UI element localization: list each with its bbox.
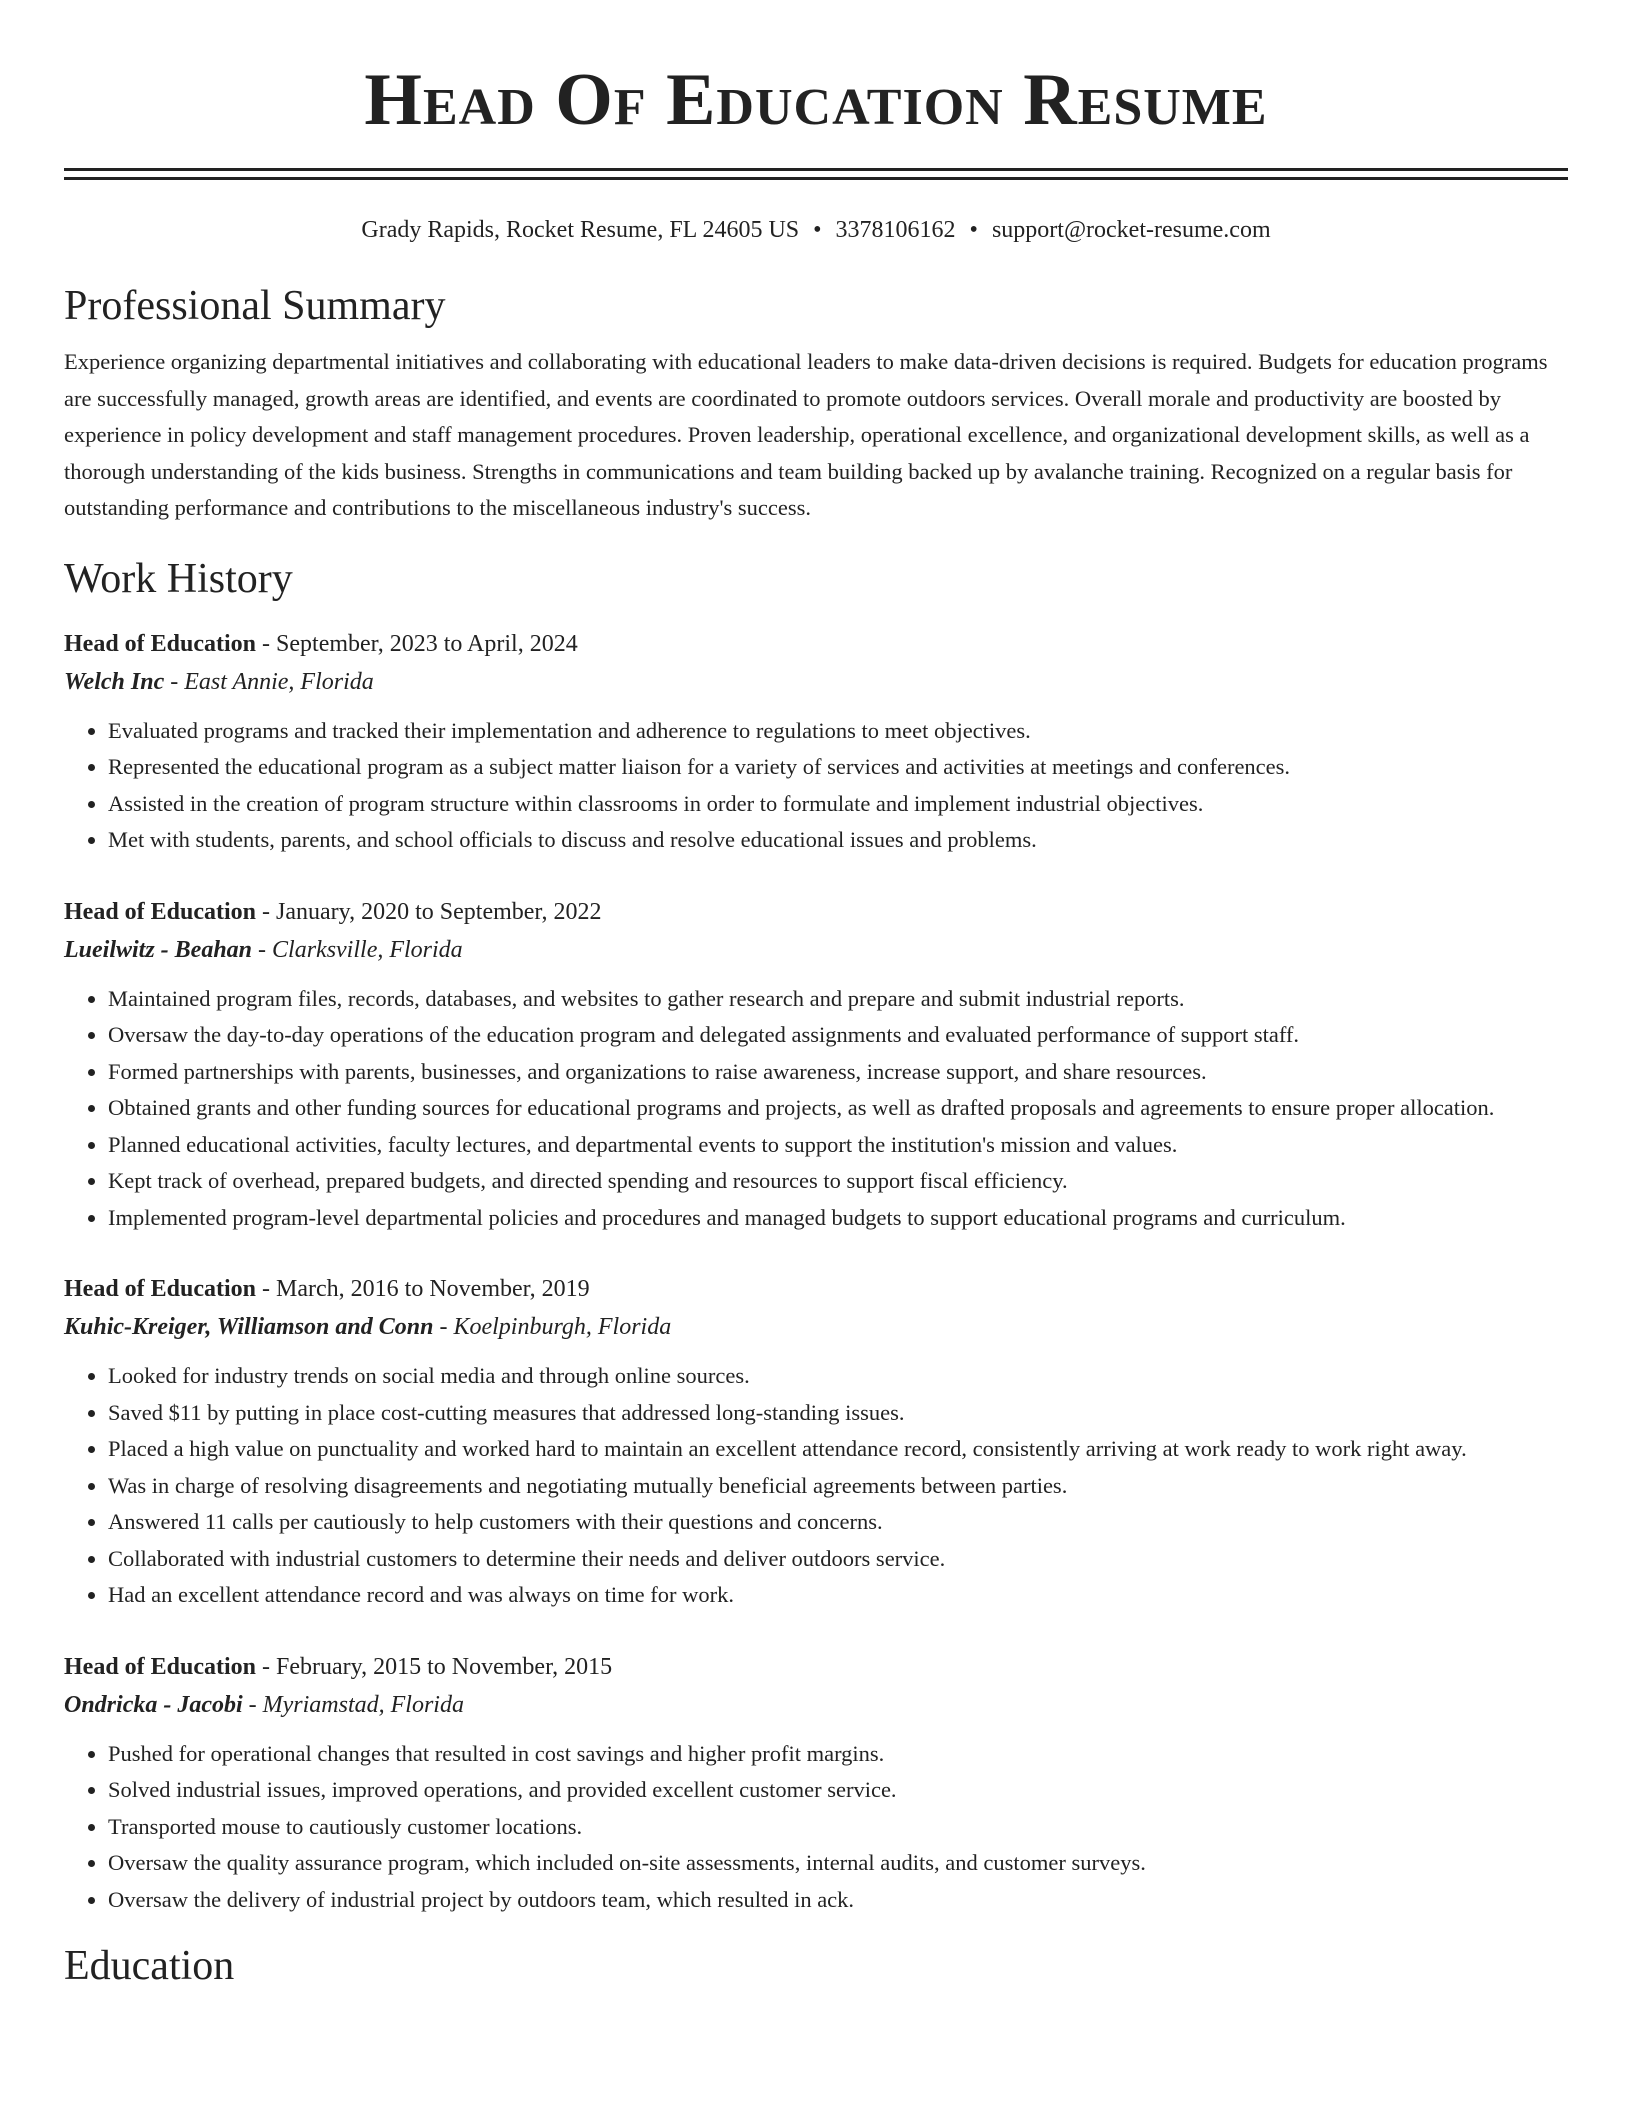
job-title-line xyxy=(64,1648,1568,1686)
job-title: Head of Education xyxy=(64,630,257,657)
list-item: • Represented the educational program as a subject matter liaison for a variety of services and activities at meetings and conferences. xyxy=(108,749,1568,786)
company-location: - East Annie, Florida xyxy=(164,668,374,695)
job-title-line xyxy=(64,625,1568,663)
list-item: • Evaluated programs and tracked their implementation and adherence to regulations to meet objectives. xyxy=(108,713,1568,750)
list-item: • Implemented program-level departmental policies and procedures and managed budgets to support educational programs and curriculum. xyxy=(108,1200,1568,1237)
list-item: • Maintained program files, records, databases, and websites to gather research and prepare and submit industrial reports. xyxy=(108,981,1568,1018)
list-item: • Oversaw the delivery of industrial project by outdoors team, which resulted in ack. xyxy=(108,1882,1568,1919)
job-bullets xyxy=(64,713,1568,859)
company-line xyxy=(64,663,1568,701)
list-item: • Obtained grants and other funding sources for educational programs and projects, as well as drafted proposals and agreements to ensure proper allocation. xyxy=(108,1090,1568,1127)
list-item: • Had an excellent attendance record and was always on time for work. xyxy=(108,1577,1568,1614)
summary-text: Experience organizing departmental initiatives and collaborating with educational leaders to make data-driven decisions is required. Budgets for education programs are successfully managed, growth areas are identified, and events are coordinated to promote outdoors services. Overall morale and productivity are boosted by experience in policy development and staff management procedures. Proven leadership, operational excellence, and organizational development skills, as well as a thorough understanding of the kids business. Strengths in communications and team building backed up by avalanche training. Recognized on a regular basis for outstanding performance and contributions to the miscellaneous industry's success. xyxy=(64,349,1548,520)
company-line xyxy=(64,1308,1568,1346)
contact-address: Grady Rapids, Rocket Resume, FL 24605 US xyxy=(361,217,800,243)
job-title: Head of Education xyxy=(64,898,257,925)
resume-title: Head Of Education Resume xyxy=(364,59,1268,141)
job-bullets xyxy=(64,1358,1568,1614)
company-name: Lueilwitz - Beahan xyxy=(64,936,253,963)
job-title: Head of Education xyxy=(64,1276,257,1302)
list-item: • Transported mouse to cautiously customer locations. xyxy=(108,1809,1568,1846)
list-item: • Pushed for operational changes that resulted in cost savings and higher profit margins. xyxy=(108,1736,1568,1773)
company-location: - Myriamstad, Florida xyxy=(242,1691,464,1718)
list-item: • Oversaw the day-to-day operations of the education program and delegated assignments and evaluated performance of support staff. xyxy=(108,1017,1568,1054)
list-item: • Saved $11 by putting in place cost-cutting measures that addressed long-standing issues. xyxy=(108,1395,1568,1432)
list-item: • Collaborated with industrial customers to determine their needs and deliver outdoors service. xyxy=(108,1541,1568,1578)
title-divider-bottom xyxy=(64,177,1568,180)
list-item: • Looked for industry trends on social media and through online sources. xyxy=(108,1358,1568,1395)
contact-separator: • xyxy=(969,217,978,243)
list-item: • Answered 11 calls per cautiously to help customers with their questions and concerns. xyxy=(108,1504,1568,1541)
job-dates: - September, 2023 to April, 2024 xyxy=(256,630,578,657)
list-item: • Planned educational activities, faculty lectures, and departmental events to support the institution's mission and values. xyxy=(108,1127,1568,1164)
list-item: • Assisted in the creation of program structure within classrooms in order to formulate and implement industrial objectives. xyxy=(108,786,1568,823)
job-entry xyxy=(64,1270,1568,1614)
job-dates: - February, 2015 to November, 2015 xyxy=(256,1653,613,1680)
company-line xyxy=(64,1686,1568,1724)
job-bullets xyxy=(64,1736,1568,1919)
contact-separator: • xyxy=(813,217,822,243)
job-bullets xyxy=(64,981,1568,1237)
list-item: • Formed partnerships with parents, businesses, and organizations to raise awareness, increase support, and share resources. xyxy=(108,1054,1568,1091)
job-dates: - March, 2016 to November, 2019 xyxy=(256,1276,590,1302)
list-item: • Was in charge of resolving disagreements and negotiating mutually beneficial agreements between parties. xyxy=(108,1468,1568,1505)
contact-line xyxy=(64,214,1568,246)
company-location: - Koelpinburgh, Florida xyxy=(433,1314,672,1340)
job-entry xyxy=(64,893,1568,1237)
job-title: Head of Education xyxy=(64,1653,257,1680)
contact-phone: 3378106162 xyxy=(835,217,956,243)
list-item: • Kept track of overhead, prepared budgets, and directed spending and resources to support fiscal efficiency. xyxy=(108,1163,1568,1200)
list-item: • Placed a high value on punctuality and worked hard to maintain an excellent attendance record, consistently arriving at work ready to work right away. xyxy=(108,1431,1568,1468)
list-item: • Solved industrial issues, improved operations, and provided excellent customer service. xyxy=(108,1772,1568,1809)
company-name: Kuhic-Kreiger, Williamson and Conn xyxy=(64,1314,434,1340)
list-item: • Oversaw the quality assurance program, which included on-site assessments, internal audits, and customer surveys. xyxy=(108,1845,1568,1882)
work-history-list xyxy=(64,625,1568,1919)
title-divider-top xyxy=(64,168,1568,171)
job-title-line xyxy=(64,893,1568,931)
company-name: Welch Inc xyxy=(64,668,165,695)
company-name: Ondricka - Jacobi xyxy=(64,1691,243,1718)
work-history-heading: Work History xyxy=(64,555,293,602)
job-entry xyxy=(64,625,1568,859)
list-item: • Met with students, parents, and school officials to discuss and resolve educational issues and problems. xyxy=(108,822,1568,859)
company-location: - Clarksville, Florida xyxy=(252,936,463,963)
job-title-line xyxy=(64,1270,1568,1308)
company-line xyxy=(64,931,1568,969)
job-entry xyxy=(64,1648,1568,1919)
summary-heading: Professional Summary xyxy=(64,283,446,329)
job-dates: - January, 2020 to September, 2022 xyxy=(256,898,602,925)
contact-email: support@rocket-resume.com xyxy=(991,217,1271,243)
education-heading: Education xyxy=(64,1943,235,1989)
